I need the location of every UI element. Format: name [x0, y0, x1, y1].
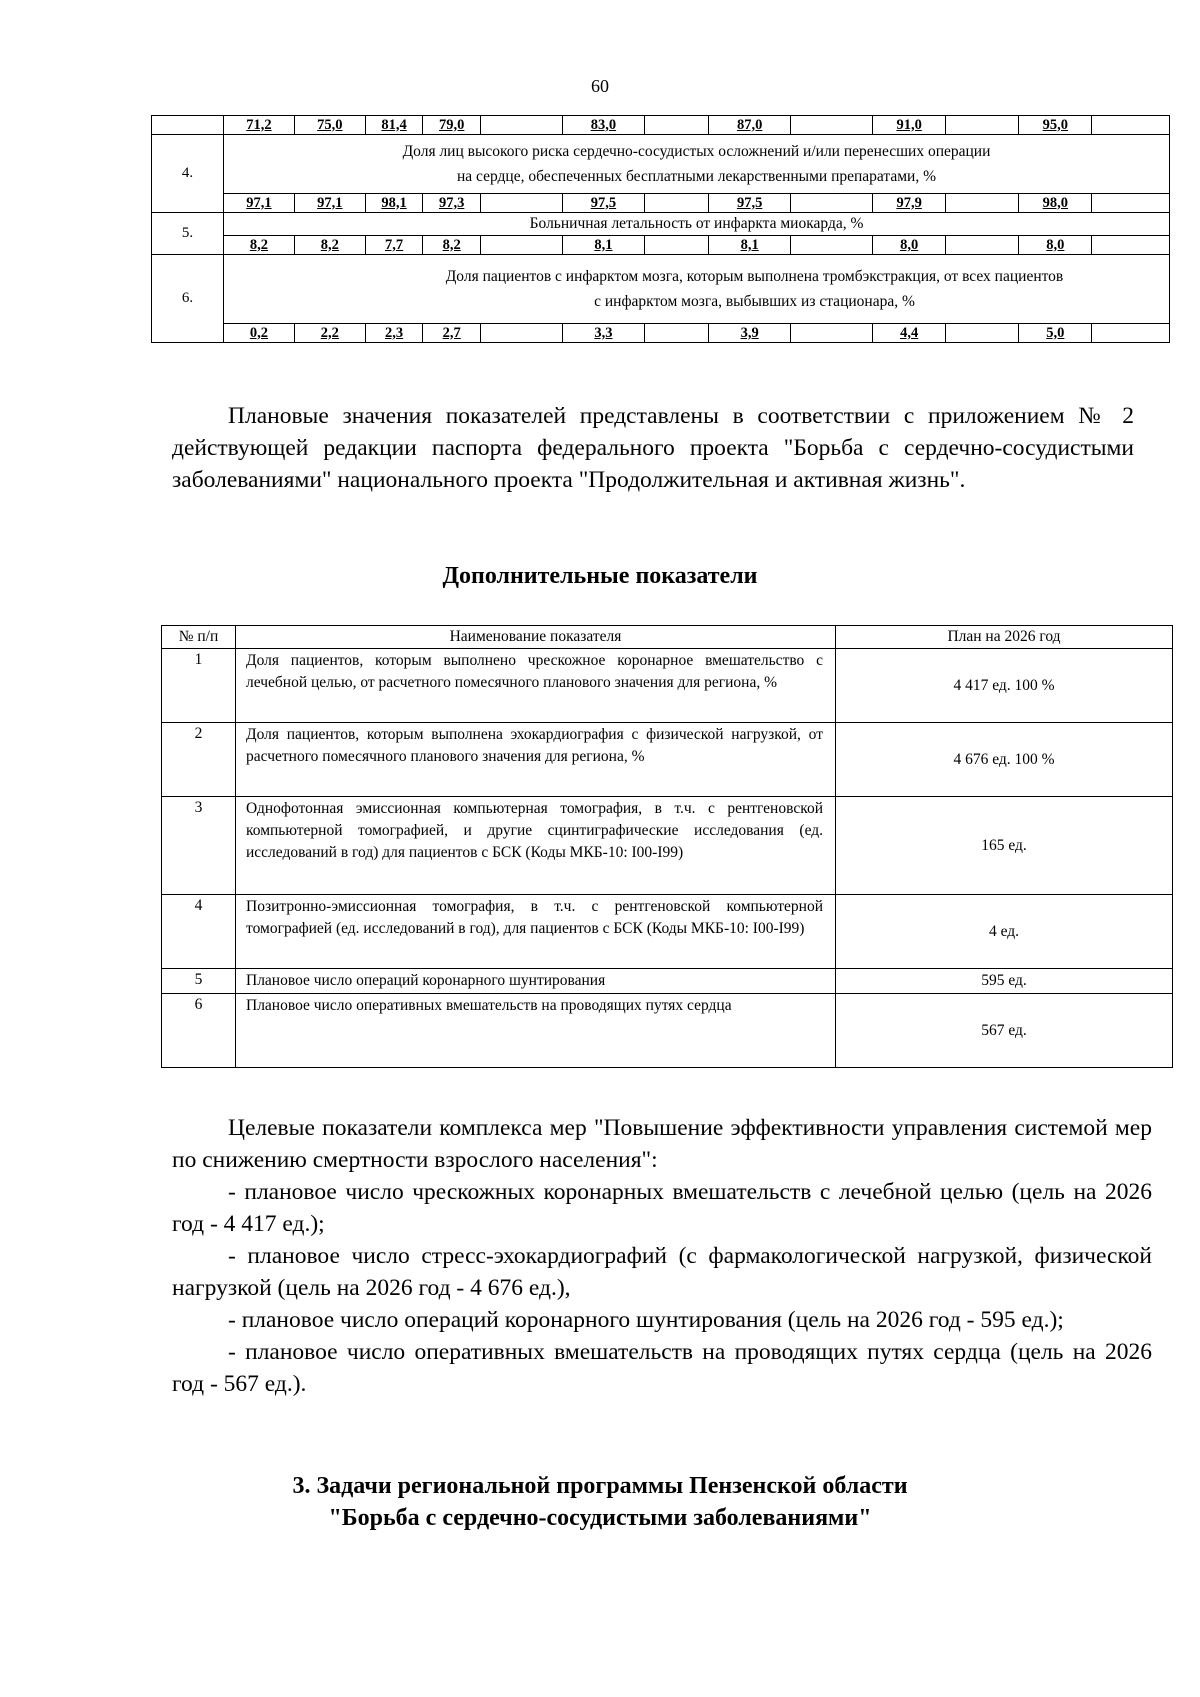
indicator-description: Доля пациентов с инфарктом мозга, которым выполнена тромбэкстракция, от всех пациентов с инфарктом мозга, выбывших из стационара, % [224, 255, 1170, 324]
targets-intro: Целевые показатели комплекса мер "Повышение эффективности управления системой мер по снижению смертности взрослого населения": [172, 1115, 1152, 1173]
table-row: 4 Позитронно-эмиссионная томография, в т.ч. с рентгеновской компьютерной томографией (ед. исследований в год), для пациентов с БСК (Коды МКБ-10: I00-I99) 4 ед. [162, 895, 1173, 969]
indicator-description: Больничная летальность от инфаркта миокарда, % [224, 213, 1170, 236]
target-item: - плановое число стресс-эхокардиографий (с фармакологической нагрузкой, физической нагрузкой (цель на 2026 год - 4 676 ед.), [172, 1243, 1152, 1301]
table-row: 71,2 75,0 81,4 79,0 83,0 87,0 91,0 95,0 [152, 116, 1170, 135]
section-3-heading: 3. Задачи региональной программы Пензенской области "Борьба с сердечно-сосудистыми заболеваниями" [292, 1473, 908, 1531]
table-row: 0,2 2,2 2,3 2,7 3,3 3,9 4,4 5,0 [152, 324, 1170, 343]
target-item: - плановое число операций коронарного шунтирования (цель на 2026 год - 595 ед.); [228, 1307, 1064, 1333]
indicator-description: Доля лиц высокого риска сердечно-сосудистых осложнений и/или перенесших операции на сердце, обеспеченных бесплатными лекарственными препаратами, % [224, 135, 1170, 194]
section-heading: Дополнительные показатели [442, 563, 758, 589]
target-item: - плановое число чрескожных коронарных вмешательств с лечебной целью (цель на 2026 год - 4 417 ед.); [172, 1179, 1152, 1237]
table-row: 8,2 8,2 7,7 8,2 8,1 8,1 8,0 8,0 [152, 236, 1170, 255]
column-header: План на 2026 год [836, 626, 1173, 649]
additional-indicators-table [161, 625, 1173, 1068]
table-row [152, 213, 1170, 236]
target-item: - плановое число оперативных вмешательств на проводящих путях сердца (цель на 2026 год - 567 ед.). [172, 1339, 1152, 1397]
table-row: 2 Доля пациентов, которым выполнена эхокардиография с физической нагрузкой, от расчетного помесячного планового значения для региона, % 4 676 ед. 100 % [162, 723, 1173, 797]
row-number: 6. [152, 255, 224, 343]
page-number: 60 [591, 76, 609, 96]
table-row [152, 255, 1170, 324]
plan-values-paragraph: Плановые значения показателей представлены в соответствии с приложением № 2 действующей редакции паспорта федерального проекта "Борьба с сердечно-сосудистыми заболеваниями" национального проекта "Продолжительная и активная жизнь". [172, 403, 1134, 493]
column-header: № п/п [162, 626, 236, 649]
table-row: 3 Однофотонная эмиссионная компьютерная томография, в т.ч. с рентгеновской компьютерной томографией, и другие сцинтиграфические исследования (ед. исследований в год) для пациентов с БСК (Коды МКБ-10: I00-I99) 165 ед. [162, 797, 1173, 895]
table-row: 5 Плановое число операций коронарного шунтирования 595 ед. [162, 969, 1173, 994]
table-row [152, 135, 1170, 194]
row-number: 4. [152, 135, 224, 213]
column-header: Наименование показателя [236, 626, 836, 649]
indicators-table [151, 115, 1170, 343]
table-row: 6 Плановое число оперативных вмешательств на проводящих путях сердца 567 ед. [162, 994, 1173, 1068]
table-row: 1 Доля пациентов, которым выполнено чрескожное коронарное вмешательство с лечебной целью, от расчетного помесячного планового значения для региона, % 4 417 ед. 100 % [162, 649, 1173, 723]
row-number: 5. [152, 213, 224, 255]
table-header-row [162, 626, 1173, 649]
table-row: 97,1 97,1 98,1 97,3 97,5 97,5 97,9 98,0 [152, 194, 1170, 213]
targets-block [172, 1112, 1152, 1400]
